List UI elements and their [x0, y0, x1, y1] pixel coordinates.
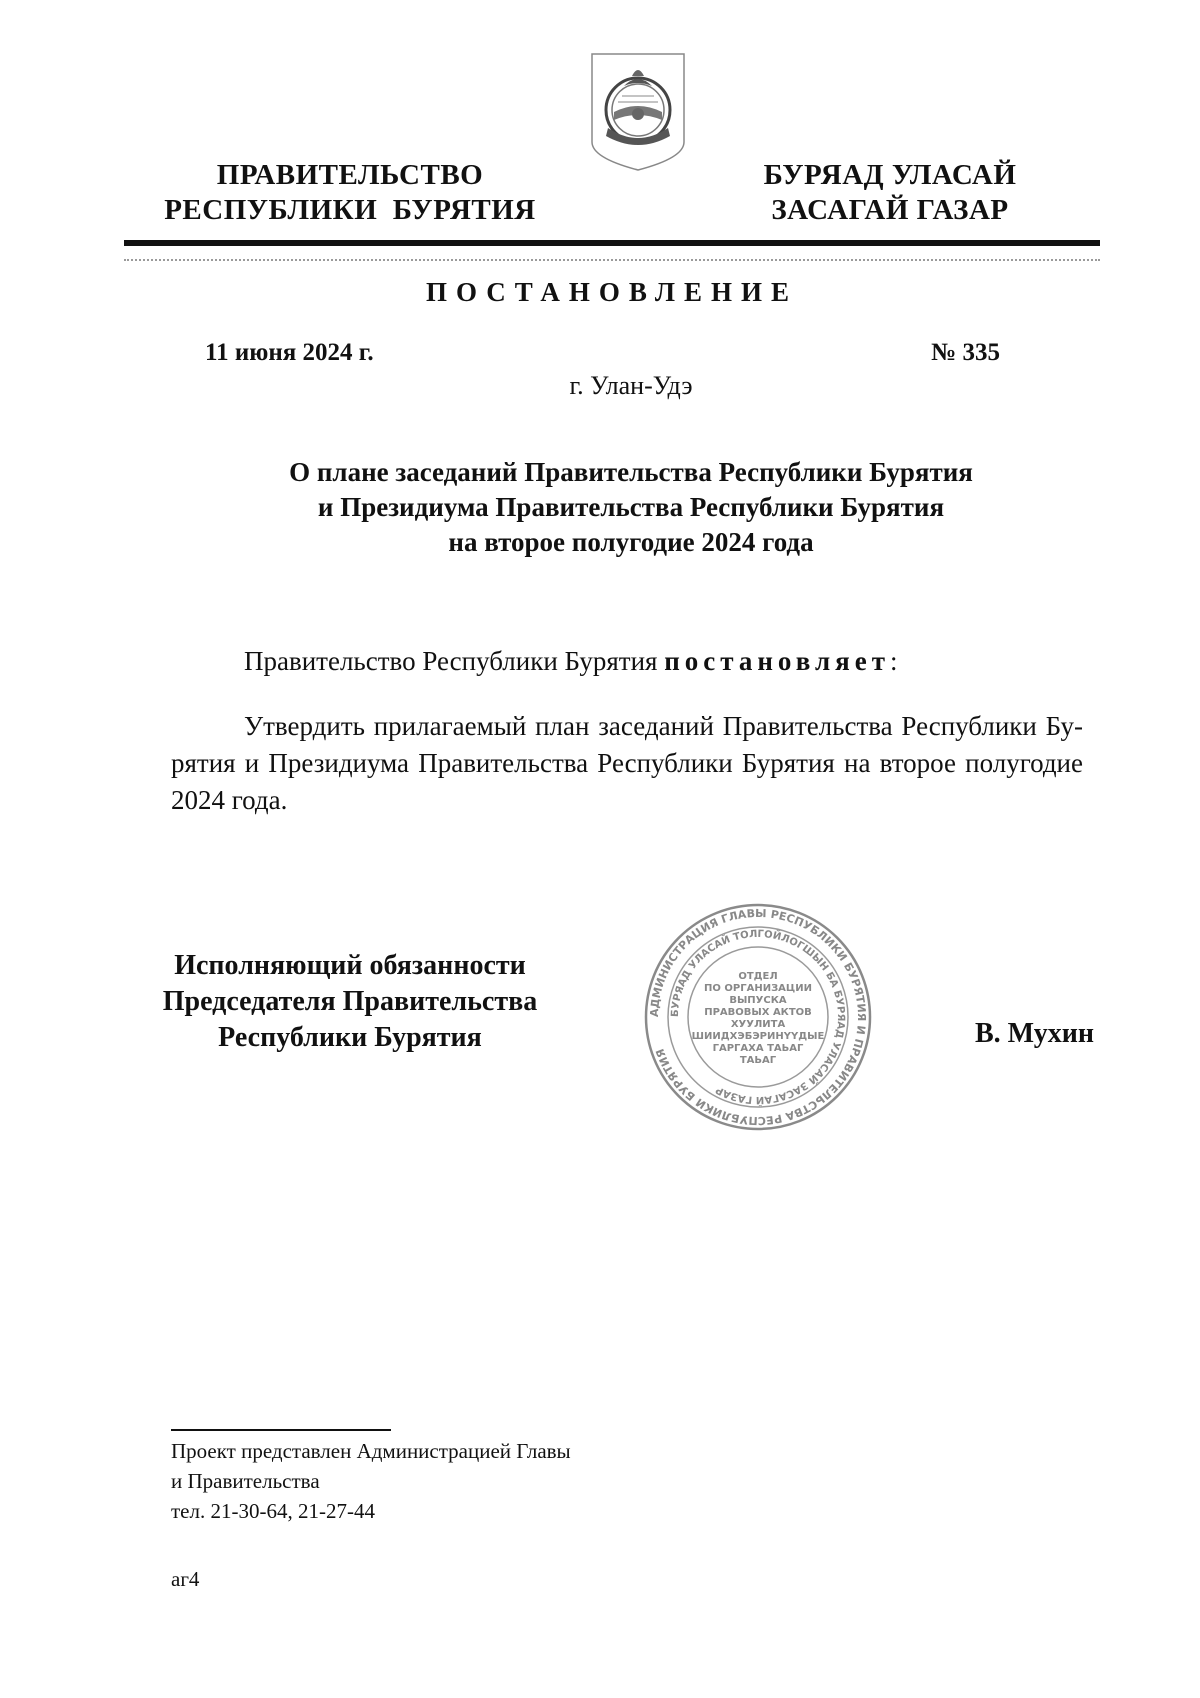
subject-line3: на второе полугодие 2024 года [448, 527, 814, 557]
resolution-text: Утвердить прилагаемый план заседаний Правительства Республики Бурятия и Президиума Правительства Республики Бурятия на второе полугодие 2024 года. [171, 711, 1083, 815]
document-date: 11 июня 2024 г. [205, 339, 374, 366]
footnote [171, 1436, 571, 1526]
org-name-buryat [720, 158, 1060, 228]
org-ru-line1: ПРАВИТЕЛЬСТВО [216, 159, 484, 191]
footnote-rule [171, 1429, 391, 1431]
signer-title-line1: Исполняющий обязанности [174, 950, 526, 981]
document-code: аг4 [171, 1567, 200, 1591]
stamp-center-line: ОТДЕЛ [738, 971, 778, 982]
buryatia-coat-of-arms-icon [588, 50, 688, 174]
stamp-inner-text: БУРЯАД УЛАСАЙ ТОЛГОЙЛОГШЫН БА БУРЯАД УЛАСАЙ ЗАСАГАЙ ГАЗАР [669, 928, 847, 1106]
document-subject [124, 455, 1138, 560]
signer-title [150, 948, 550, 1056]
document-number: № 335 [931, 339, 1000, 366]
subject-line2: и Президиума Правительства Республики Бурятия [317, 492, 945, 522]
org-bua-line1: БУРЯАД УЛАСАЙ [763, 159, 1017, 191]
org-name-russian [150, 158, 550, 228]
stamp-center-line: ШИИДХЭБЭРИНҮҮДЫЕ [691, 1031, 825, 1042]
stamp-center-line: ВЫПУСКА [729, 995, 787, 1006]
document-city: г. Улан-Удэ [569, 371, 693, 400]
document-type: ПОСТАНОВЛЕНИЕ [425, 277, 799, 307]
header-dotted-rule [124, 259, 1100, 261]
preamble-text: Правительство Республики Бурятия [244, 646, 665, 676]
subject-line1: О плане заседаний Правительства Республики Бурятия [289, 457, 973, 487]
signer-title-line2: Председателя Правительства [162, 986, 538, 1017]
stamp-center-line: ПО ОРГАНИЗАЦИИ [704, 983, 812, 994]
preamble-verb: постановляет [664, 646, 890, 676]
stamp-center-line: ПРАВОВЫХ АКТОВ [704, 1007, 812, 1018]
preamble-end: : [889, 646, 898, 676]
stamp-center-line: ТАЬАГ [739, 1055, 777, 1066]
org-ru-line2: РЕСПУБЛИКИ БУРЯТИЯ [164, 194, 536, 226]
header-rule [124, 240, 1100, 246]
footnote-line1: Проект представлен Администрацией Главы [171, 1439, 571, 1463]
stamp-center-line: ХУУЛИТА [730, 1019, 786, 1030]
preamble [244, 646, 897, 677]
signer-name: В. Мухин [975, 1018, 1094, 1049]
org-bua-line2: ЗАСАГАЙ ГАЗАР [771, 194, 1009, 226]
footnote-line3: тел. 21-30-64, 21-27-44 [171, 1499, 375, 1523]
stamp-center-line: ГАРГАХА ТАЬАГ [712, 1043, 804, 1054]
stamp-outer-text: АДМИНИСТРАЦИЯ ГЛАВЫ РЕСПУБЛИКИ БУРЯТИЯ И ПРАВИТЕЛЬСТВА РЕСПУБЛИКИ БУРЯТИЯ [647, 906, 869, 1128]
official-stamp [643, 902, 873, 1132]
footnote-line2: и Правительства [171, 1469, 320, 1493]
stamp-center-text [692, 971, 825, 1066]
signer-title-line3: Республики Бурятия [218, 1022, 482, 1053]
